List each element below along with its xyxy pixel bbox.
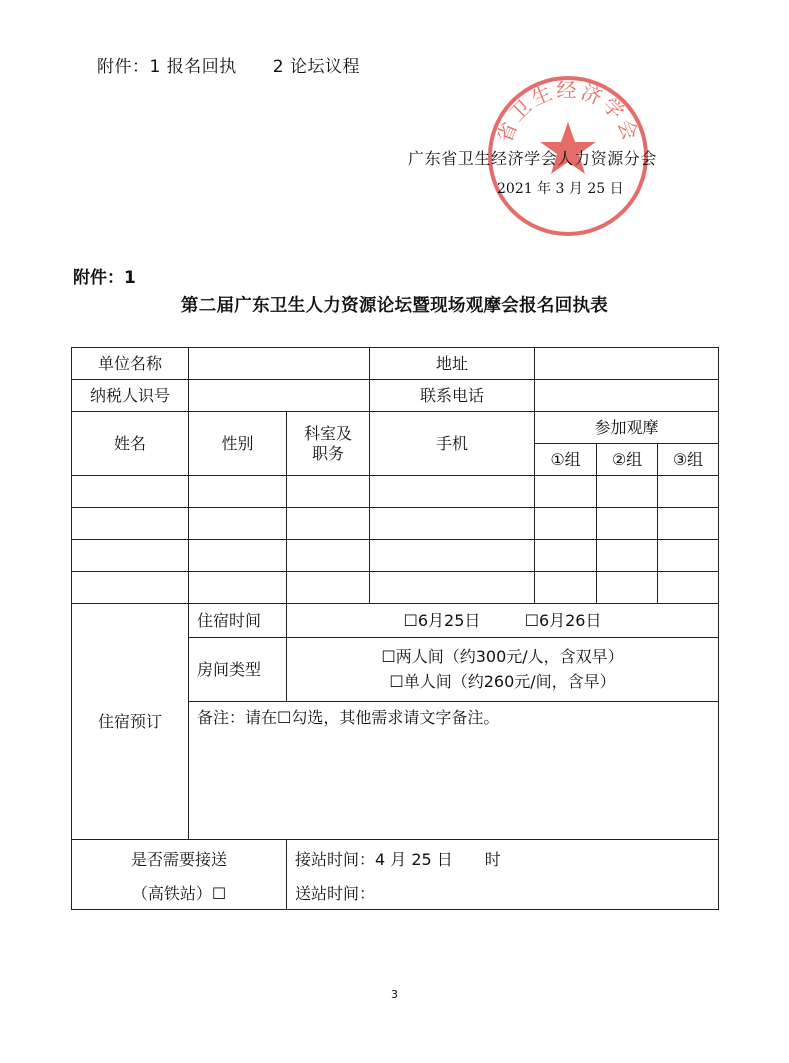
mobile-cell[interactable] [370, 572, 535, 604]
table-row [72, 540, 719, 572]
gender-cell[interactable] [189, 508, 287, 540]
seal-text: 省卫生经济学会 [492, 77, 644, 147]
room-option-single[interactable]: ☐单人间（约260元/间，含早） [389, 671, 616, 691]
address-field[interactable] [535, 348, 719, 380]
mobile-header: 手机 [370, 412, 535, 476]
page-number: 3 [391, 988, 398, 1001]
stay-time-label: 住宿时间 [189, 604, 287, 638]
group-2-cell[interactable] [597, 476, 658, 508]
group-3-cell[interactable] [658, 476, 719, 508]
group-1-cell[interactable] [535, 476, 597, 508]
transfer-time-cell [287, 840, 719, 910]
organization-name: 广东省卫生经济学会人力资源分会 [408, 149, 658, 168]
pickup-line1: 是否需要接送 [130, 850, 227, 869]
group-1-cell[interactable] [535, 540, 597, 572]
gender-cell[interactable] [189, 572, 287, 604]
name-cell[interactable] [72, 476, 189, 508]
stay-option-june-25[interactable]: ☐6月25日 [403, 610, 481, 630]
gender-header: 性别 [189, 412, 287, 476]
room-option-double[interactable]: ☐两人间（约300元/人，含双早） [381, 646, 624, 666]
form-title: 第二届广东卫生人力资源论坛暨现场观摩会报名回执表 [180, 296, 609, 316]
group-3-cell[interactable] [658, 540, 719, 572]
name-header: 姓名 [72, 412, 189, 476]
dept-cell[interactable] [287, 508, 370, 540]
group-2-cell[interactable] [597, 572, 658, 604]
pickup-cell [72, 840, 287, 910]
gender-cell[interactable] [189, 540, 287, 572]
dropoff-time[interactable]: 送站时间： [295, 884, 376, 903]
pickup-time[interactable]: 接站时间：4 月 25 日 时 [295, 850, 501, 869]
gender-cell[interactable] [189, 476, 287, 508]
table-row [72, 572, 719, 604]
attachment-heading: 附件：1 [73, 268, 136, 288]
group-3-cell[interactable] [658, 508, 719, 540]
attachment-1-label: 附件：1 报名回执 [97, 57, 237, 77]
mobile-cell[interactable] [370, 508, 535, 540]
pickup-line2[interactable]: （高铁站）☐ [131, 884, 227, 903]
group-3-cell[interactable] [658, 572, 719, 604]
unit-name-field[interactable] [189, 348, 370, 380]
group-2-cell[interactable] [597, 508, 658, 540]
address-label: 地址 [370, 348, 535, 380]
mobile-cell[interactable] [370, 476, 535, 508]
group-1-header: ①组 [535, 444, 597, 476]
attachment-2-label: 2 论坛议程 [272, 57, 360, 77]
remark-cell[interactable]: 备注：请在☐勾选，其他需求请文字备注。 [189, 702, 719, 840]
name-cell[interactable] [72, 572, 189, 604]
attachments-line [97, 52, 360, 77]
stay-option-june-26[interactable]: ☐6月26日 [524, 610, 602, 630]
table-row [72, 476, 719, 508]
stay-options [287, 604, 719, 638]
tax-id-field[interactable] [189, 380, 370, 412]
dept-header-line2: 职务 [311, 443, 344, 463]
name-cell[interactable] [72, 540, 189, 572]
issue-date: 2021 年 3 月 25 日 [497, 181, 624, 197]
group-1-cell[interactable] [535, 572, 597, 604]
dept-header [287, 412, 370, 476]
dept-cell[interactable] [287, 572, 370, 604]
registration-form [71, 347, 719, 910]
group-2-header: ②组 [597, 444, 658, 476]
unit-name-label: 单位名称 [72, 348, 189, 380]
group-1-cell[interactable] [535, 508, 597, 540]
room-type-label: 房间类型 [189, 638, 287, 702]
phone-label: 联系电话 [370, 380, 535, 412]
group-2-cell[interactable] [597, 540, 658, 572]
dept-cell[interactable] [287, 476, 370, 508]
phone-field[interactable] [535, 380, 719, 412]
room-options [287, 638, 719, 702]
dept-header-line1: 科室及 [303, 423, 352, 443]
dept-cell[interactable] [287, 540, 370, 572]
mobile-cell[interactable] [370, 540, 535, 572]
lodging-label: 住宿预订 [72, 604, 189, 840]
table-row [72, 508, 719, 540]
tax-id-label: 纳税人识号 [72, 380, 189, 412]
group-3-header: ③组 [658, 444, 719, 476]
name-cell[interactable] [72, 508, 189, 540]
visit-header: 参加观摩 [535, 412, 719, 444]
